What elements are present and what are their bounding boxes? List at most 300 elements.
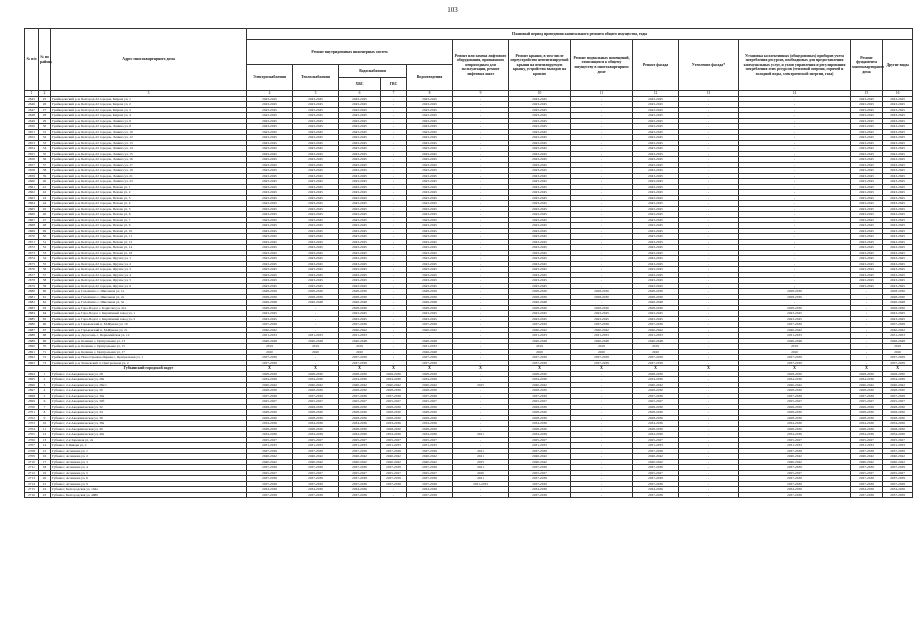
period-cell: 2037-2039	[883, 492, 913, 498]
period-cell: 2043-2045	[851, 261, 883, 267]
row-number-cell: 2699	[25, 399, 39, 405]
district-number-cell: 14	[39, 443, 51, 449]
period-cell: -	[739, 184, 851, 190]
period-cell: -	[453, 333, 509, 339]
period-cell: 2043-2045	[883, 283, 913, 289]
period-cell: -	[571, 102, 633, 108]
address-cell: Грайворонский р-н, Белгород-22 городок, Ленина ул, 17	[51, 162, 247, 168]
row-number-cell: 2703	[25, 421, 39, 427]
period-cell: -	[851, 300, 883, 306]
period-cell: 2037-2039	[739, 448, 851, 454]
period-cell: 2043-2045	[407, 151, 453, 157]
period-cell: 2043-2045	[407, 135, 453, 141]
period-cell: -	[739, 261, 851, 267]
period-cell: -	[453, 294, 509, 300]
period-cell: 2028-2030	[509, 426, 571, 432]
period-cell: 2028-2030	[407, 426, 453, 432]
address-cell: Грайворонский р-н, Белгород-22 городок, Пехова ул, 11	[51, 234, 247, 240]
period-cell: 2043-2045	[851, 124, 883, 130]
period-cell: -	[739, 228, 851, 234]
district-mark: X	[633, 366, 679, 372]
period-cell: 2031-2033	[883, 443, 913, 449]
period-cell: 2043-2045	[339, 96, 381, 102]
period-cell: 2043-2045	[633, 201, 679, 207]
address-cell: Губкин г, 2-я Заречная ул, 2а	[51, 437, 247, 443]
period-cell: 2043-2045	[407, 228, 453, 234]
period-cell: -	[381, 305, 407, 311]
period-cell: -	[381, 311, 407, 317]
period-cell: 2034-2036	[293, 432, 339, 438]
period-cell: 2043-2045	[509, 278, 571, 284]
period-cell: 2043-2045	[509, 129, 571, 135]
period-cell: 2037-2039	[247, 360, 293, 366]
period-cell: 2040-2042	[293, 454, 339, 460]
period-cell: 2037-2039	[883, 360, 913, 366]
period-cell: 2028-2030	[883, 388, 913, 394]
period-cell: -	[679, 333, 739, 339]
period-cell: 2043-2045	[509, 212, 571, 218]
header-facade: Ремонт фасада	[633, 40, 679, 91]
period-cell: 2034-2036	[339, 432, 381, 438]
period-cell: 2043-2045	[851, 162, 883, 168]
period-cell: -	[453, 377, 509, 383]
district-number-cell: 9	[39, 415, 51, 421]
period-cell: 2034-2036	[339, 487, 381, 493]
header-engineering-group: Ремонт внутридомовых инженерных систем	[247, 40, 453, 65]
row-number-cell: 2646	[25, 102, 39, 108]
period-cell: 2034-2036	[293, 487, 339, 493]
period-cell: -	[453, 443, 509, 449]
period-cell: 2043-2045	[851, 135, 883, 141]
period-cell: -	[571, 151, 633, 157]
period-cell: 2043-2045	[293, 118, 339, 124]
period-cell: 2043-2045	[633, 96, 679, 102]
address-cell: Грайворонский р-н, Белгород-22 городок, Ленина ул, 12	[51, 135, 247, 141]
period-cell: 2043-2045	[293, 206, 339, 212]
period-cell: -	[453, 113, 509, 119]
district-number-cell: 10	[39, 421, 51, 427]
period-cell: -	[851, 322, 883, 328]
period-cell: 2046-2048	[633, 300, 679, 306]
col-number: 10	[509, 91, 571, 97]
period-cell: 2020	[739, 349, 851, 355]
period-cell: 2043-2045	[883, 256, 913, 262]
row-number-cell: 2670	[25, 234, 39, 240]
period-cell: 2040-2042	[339, 459, 381, 465]
period-cell: -	[679, 250, 739, 256]
period-cell: -	[679, 239, 739, 245]
row-number-cell: 2707	[25, 443, 39, 449]
period-cell: 2019	[509, 344, 571, 350]
period-cell: 2043-2045	[851, 272, 883, 278]
period-cell: 2020	[509, 349, 571, 355]
period-cell: 2043-2045	[407, 245, 453, 251]
period-cell: 2043-2045	[633, 223, 679, 229]
period-cell: 2043-2045	[509, 173, 571, 179]
col-number: 15	[851, 91, 883, 97]
period-cell: 2028-2030	[381, 404, 407, 410]
period-cell: -	[679, 179, 739, 185]
period-cell: -	[571, 388, 633, 394]
period-cell: 2028-2030	[293, 388, 339, 394]
period-cell: 2028-2030	[509, 289, 571, 295]
row-number-cell: 2676	[25, 267, 39, 273]
period-cell: 2028-2030	[293, 289, 339, 295]
district-mark: X	[339, 366, 381, 372]
address-cell: Губкин г, 2-я Академическая ул, 40	[51, 426, 247, 432]
period-cell: 2037-2039	[339, 465, 381, 471]
district-number-cell: 29	[39, 118, 51, 124]
period-cell: 2028-2030	[883, 305, 913, 311]
period-cell: 2025-2027	[633, 437, 679, 443]
row-number-cell: 2697	[25, 388, 39, 394]
row-number-cell: 2669	[25, 228, 39, 234]
row-number-cell: 2696	[25, 382, 39, 388]
row-number-cell: 2711	[25, 465, 39, 471]
period-cell: 2043-2045	[339, 179, 381, 185]
period-cell: 2028-2030	[739, 415, 851, 421]
period-cell: 2043-2045	[509, 201, 571, 207]
period-cell: 2028-2030	[633, 294, 679, 300]
period-cell: 2043-2045	[339, 173, 381, 179]
period-cell: 2028-2030	[883, 410, 913, 416]
period-cell: -	[739, 234, 851, 240]
period-cell: 2043-2045	[509, 272, 571, 278]
district-number-cell: 19	[39, 470, 51, 476]
period-cell: 2043-2045	[509, 195, 571, 201]
district-number-cell: 3	[39, 382, 51, 388]
period-cell: 2020	[339, 349, 381, 355]
period-cell: 2043-2045	[509, 234, 571, 240]
district-number-cell: 31	[39, 129, 51, 135]
period-cell: 2028-2030	[851, 415, 883, 421]
period-cell: 2031-2033	[381, 443, 407, 449]
period-cell: -	[571, 250, 633, 256]
period-cell: 2037-2039	[247, 476, 293, 482]
district-mark: X	[571, 366, 633, 372]
period-cell: -	[679, 223, 739, 229]
period-cell: 2043-2045	[633, 190, 679, 196]
period-cell: 2028-2030	[293, 426, 339, 432]
period-cell: -	[571, 432, 633, 438]
period-cell: 2043-2045	[293, 184, 339, 190]
period-cell: 2040-2042	[339, 454, 381, 460]
period-cell: 2025-2027	[851, 437, 883, 443]
district-number-cell: 48	[39, 223, 51, 229]
period-cell: -	[571, 162, 633, 168]
period-cell: -	[571, 135, 633, 141]
header-gvs: ГВС	[381, 78, 407, 91]
period-cell: 2034-2036	[509, 487, 571, 493]
period-cell: -	[739, 267, 851, 273]
address-cell: Грайворонский р-н, Белгород-22 городок, Ленина ул, 6	[51, 118, 247, 124]
period-cell: 2025-2027	[381, 470, 407, 476]
period-cell: 2043-2045	[339, 140, 381, 146]
period-cell: 2043-2045	[247, 206, 293, 212]
period-cell: -	[381, 300, 407, 306]
period-cell: 2043-2045	[633, 272, 679, 278]
period-cell: 2043-2045	[339, 151, 381, 157]
address-cell: Губкин г, Агошкова ул, 3	[51, 459, 247, 465]
period-cell: 2034-2036	[293, 377, 339, 383]
period-cell: -	[381, 162, 407, 168]
period-cell: 2019	[739, 344, 851, 350]
period-cell: -	[453, 283, 509, 289]
period-cell: 2043-2045	[339, 311, 381, 317]
district-number-cell: 23	[39, 492, 51, 498]
period-cell: 2043-2045	[339, 190, 381, 196]
period-cell: 2043-2045	[247, 140, 293, 146]
period-cell: 2025-2027	[381, 399, 407, 405]
district-number-cell: 70	[39, 344, 51, 350]
period-cell: 2028-2030	[509, 415, 571, 421]
period-cell: 2019	[293, 344, 339, 350]
period-cell: -	[381, 157, 407, 163]
period-cell: 2043-2045	[851, 107, 883, 113]
period-cell: 2037-2039	[509, 322, 571, 328]
period-cell: 2037-2039	[851, 393, 883, 399]
row-number-cell: 2649	[25, 118, 39, 124]
period-cell: 2043-2045	[293, 256, 339, 262]
period-cell: 2043-2045	[883, 184, 913, 190]
period-cell: -	[381, 124, 407, 130]
period-cell: 2037-2039	[407, 481, 453, 487]
period-cell: 2043-2045	[633, 118, 679, 124]
period-cell: 2043-2045	[293, 151, 339, 157]
row-number-cell: 2672	[25, 245, 39, 251]
period-cell: 2028-2030	[851, 371, 883, 377]
period-cell: 2028-2030	[739, 305, 851, 311]
period-cell: 2043-2045	[293, 162, 339, 168]
district-number-cell: 65	[39, 316, 51, 322]
period-cell: -	[381, 113, 407, 119]
period-cell: 2043-2045	[247, 316, 293, 322]
address-cell: Губкин г, Агошкова ул, 2	[51, 454, 247, 460]
period-cell: 2043-2045	[407, 190, 453, 196]
period-cell: -	[381, 261, 407, 267]
period-cell: -	[739, 118, 851, 124]
period-cell: 2043-2045	[339, 206, 381, 212]
row-number-cell: 2708	[25, 448, 39, 454]
district-mark: X	[679, 366, 739, 372]
period-cell: 2043-2045	[509, 135, 571, 141]
period-cell: 2043-2045	[851, 201, 883, 207]
district-number-cell: 53	[39, 250, 51, 256]
period-cell: 2043-2045	[339, 195, 381, 201]
period-cell: 2028-2030	[339, 305, 381, 311]
period-cell: -	[453, 311, 509, 317]
period-cell: 2040-2042	[851, 382, 883, 388]
period-cell: 2046-2048	[509, 338, 571, 344]
period-cell: 2028-2030	[739, 404, 851, 410]
period-cell: 2043-2045	[509, 250, 571, 256]
row-number-cell: 2716	[25, 492, 39, 498]
period-cell: 2043-2045	[509, 316, 571, 322]
period-cell: -	[679, 443, 739, 449]
period-cell: 2043-2045	[293, 212, 339, 218]
period-cell: 2043-2045	[883, 96, 913, 102]
period-cell: -	[571, 124, 633, 130]
period-cell: 2028-2030	[407, 404, 453, 410]
period-cell: 2031-2033	[883, 333, 913, 339]
district-number-cell: 56	[39, 267, 51, 273]
period-cell: 2040-2042	[883, 382, 913, 388]
address-cell: Губкин г, Агошкова ул, 4	[51, 465, 247, 471]
period-cell: 2021	[453, 476, 509, 482]
period-cell: 2043-2045	[851, 151, 883, 157]
period-cell: 2043-2045	[509, 102, 571, 108]
period-cell: -	[739, 135, 851, 141]
period-cell: 2021	[453, 454, 509, 460]
period-cell: -	[293, 305, 339, 311]
period-cell: -	[571, 245, 633, 251]
period-cell: 2034-2036	[739, 487, 851, 493]
period-cell: 2043-2045	[247, 239, 293, 245]
period-cell: -	[679, 245, 739, 251]
period-cell: 2037-2039	[883, 393, 913, 399]
period-cell: -	[679, 195, 739, 201]
period-cell: 2040-2042	[851, 459, 883, 465]
period-cell: -	[381, 151, 407, 157]
period-cell: 2043-2045	[247, 234, 293, 240]
period-cell: -	[679, 162, 739, 168]
district-number-cell: 40	[39, 179, 51, 185]
period-cell: -	[381, 349, 407, 355]
row-number-cell: 2687	[25, 327, 39, 333]
period-cell: 2040-2042	[247, 459, 293, 465]
address-cell: Грайворонский р-н, Головчино с, Школьная ул, 2а	[51, 294, 247, 300]
period-cell: 2040-2042	[739, 382, 851, 388]
period-cell: 2043-2045	[851, 179, 883, 185]
district-number-cell: 51	[39, 239, 51, 245]
period-cell: 2028-2030	[381, 410, 407, 416]
col-number: 12	[633, 91, 679, 97]
row-number-cell: 2668	[25, 223, 39, 229]
period-cell: -	[739, 107, 851, 113]
period-cell: -	[571, 96, 633, 102]
period-cell: 2028-2030	[339, 289, 381, 295]
address-cell: Грайворонский р-н, Белгород-22 городок, Пехова ул, 1	[51, 184, 247, 190]
period-cell: -	[293, 360, 339, 366]
period-cell: 2043-2045	[293, 217, 339, 223]
period-cell: 2043-2045	[883, 113, 913, 119]
col-number: 3	[51, 91, 247, 97]
period-cell: -	[571, 404, 633, 410]
period-cell: 2043-2045	[407, 267, 453, 273]
period-cell: 2034-2036	[509, 377, 571, 383]
period-cell: -	[571, 206, 633, 212]
address-cell: Грайворонский р-н, Белгород-22 городок, Пехова ул, 5	[51, 206, 247, 212]
period-cell: 2043-2045	[293, 278, 339, 284]
period-cell: 2028-2030	[739, 289, 851, 295]
period-cell: 2043-2045	[633, 146, 679, 152]
period-cell: 2046-2048	[407, 300, 453, 306]
district-number-cell: 45	[39, 206, 51, 212]
period-cell: -	[571, 448, 633, 454]
period-cell: -	[571, 157, 633, 163]
period-cell: 2043-2045	[633, 267, 679, 273]
period-cell: 2025-2027	[293, 399, 339, 405]
period-cell: 2043-2045	[339, 107, 381, 113]
address-cell: Грайворонский р-н, Гора-Подол с, Кирпичный завод ул, 2	[51, 316, 247, 322]
period-cell: -	[571, 228, 633, 234]
period-cell: 2043-2045	[407, 118, 453, 124]
period-cell: -	[381, 135, 407, 141]
table-header	[25, 29, 913, 97]
period-cell: 2043-2045	[851, 212, 883, 218]
period-cell: 2043-2045	[293, 195, 339, 201]
period-cell: -	[381, 179, 407, 185]
period-cell: 2028-2030	[407, 415, 453, 421]
period-cell: 2028-2030	[381, 415, 407, 421]
period-cell: 2037-2039	[739, 465, 851, 471]
district-number-cell: 30	[39, 124, 51, 130]
row-number-cell: 2709	[25, 454, 39, 460]
period-cell: 2025	[453, 459, 509, 465]
row-number-cell: 2674	[25, 256, 39, 262]
period-cell: 2028-2030	[339, 388, 381, 394]
period-cell: 2043-2045	[247, 267, 293, 273]
period-cell: -	[571, 371, 633, 377]
period-cell: 2031-2033	[407, 443, 453, 449]
address-cell: Губкин г, 2-я Академическая ул, 30б	[51, 399, 247, 405]
period-cell: 2043-2045	[407, 157, 453, 163]
period-cell: 2043-2045	[509, 168, 571, 174]
period-cell: 2043-2045	[247, 135, 293, 141]
period-cell: -	[453, 492, 509, 498]
period-cell: 2046-2048	[883, 300, 913, 306]
period-cell: 2043-2045	[851, 250, 883, 256]
period-cell: 2043-2045	[247, 102, 293, 108]
period-cell: 2043-2045	[509, 140, 571, 146]
period-cell: -	[851, 333, 883, 339]
period-cell: -	[453, 250, 509, 256]
period-cell: -	[453, 228, 509, 234]
col-number: 6	[339, 91, 381, 97]
period-cell: -	[571, 113, 633, 119]
row-number-cell: 2677	[25, 272, 39, 278]
period-cell: 2037-2039	[247, 322, 293, 328]
address-cell: Губкин г, 2-я Академическая ул, 40а	[51, 432, 247, 438]
address-cell: Губкин г, 2-я Академическая ул, 28а/1	[51, 382, 247, 388]
period-cell: -	[453, 162, 509, 168]
period-cell: -	[571, 168, 633, 174]
period-cell: -	[453, 135, 509, 141]
row-number-cell: 2661	[25, 184, 39, 190]
period-cell: 2037-2039	[571, 322, 633, 328]
district-number-cell: 50	[39, 234, 51, 240]
address-cell: Губкин г, 2-я Академическая ул, 28а	[51, 377, 247, 383]
district-number-cell: 59	[39, 283, 51, 289]
period-cell: 2043-2045	[339, 316, 381, 322]
period-cell: 2028-2030	[247, 289, 293, 295]
period-cell: 2028-2030	[247, 294, 293, 300]
period-cell: 2037-2039	[407, 322, 453, 328]
period-cell: -	[453, 102, 509, 108]
period-cell: 2025-2027	[339, 399, 381, 405]
address-cell: Грайворонский р-н, Белгород-22 городок, Пехова ул, 10	[51, 228, 247, 234]
period-cell: 2028-2030	[339, 371, 381, 377]
period-cell: 2037-2039	[247, 481, 293, 487]
district-number-cell: 47	[39, 217, 51, 223]
period-cell: 2043-2045	[883, 206, 913, 212]
period-cell: -	[381, 333, 407, 339]
period-cell: 2043-2045	[293, 96, 339, 102]
period-cell: 2043-2045	[293, 245, 339, 251]
period-cell: 2043-2045	[509, 184, 571, 190]
period-cell: 2037-2039	[883, 465, 913, 471]
period-cell: 2040-2042	[381, 382, 407, 388]
